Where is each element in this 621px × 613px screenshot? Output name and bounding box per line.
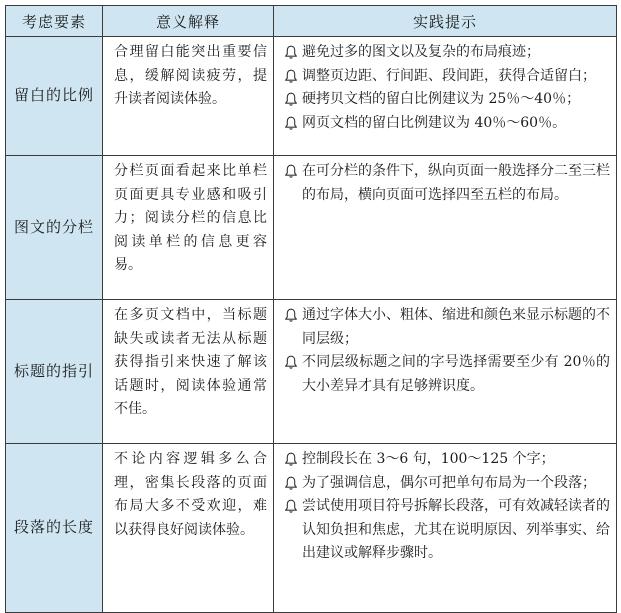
- factor-cell: 标题的指引: [6, 300, 103, 444]
- header-factor: 考虑要素: [6, 6, 103, 37]
- table-row: [6, 156, 617, 300]
- bell-icon: [284, 308, 298, 323]
- bell-icon: [284, 355, 298, 370]
- meaning-cell: 分栏页面看起来比单栏页面更具专业感和吸引力；阅读分栏的信息比阅读单栏的信息更容易。: [103, 156, 274, 300]
- factor-cell: 段落的长度: [6, 444, 103, 613]
- bell-icon: [284, 69, 298, 84]
- bell-icon: [284, 92, 298, 107]
- tip-text: 控制段长在 3～6 句，100～125 个字；: [302, 451, 555, 467]
- meaning-cell: 在多页文档中，当标题缺失或读者无法从标题获得指引来快速了解该话题时，阅读体验通常不佳。: [103, 300, 274, 444]
- table-row: [6, 444, 617, 613]
- meaning-cell: 不论内容逻辑多么合理，密集长段落的页面布局大多不受欢迎，难以获得良好阅读体验。: [103, 444, 274, 613]
- tip-item: [284, 351, 610, 398]
- header-row: [6, 6, 617, 37]
- guidelines-table-container: [5, 5, 616, 579]
- layout-guidelines-table: [5, 5, 617, 613]
- tips-cell: [274, 37, 617, 156]
- tip-item: [284, 88, 610, 112]
- tip-text: 避免过多的图文以及复杂的布局痕迹；: [302, 44, 540, 60]
- tip-text: 在可分栏的条件下，纵向页面一般选择分二至三栏的布局，横向页面可选择四至五栏的布局。: [302, 163, 610, 203]
- factor-cell: 图文的分栏: [6, 156, 103, 300]
- tip-text: 为了强调信息，偶尔可把单句布局为一个段落；: [302, 474, 596, 491]
- tip-text: 硬拷贝文档的留白比例建议为 25％～40％；: [302, 91, 581, 107]
- table-row: [6, 300, 617, 444]
- factor-cell: 留白的比例: [6, 37, 103, 156]
- tip-text: 尝试使用项目符号拆解长段落，可有效减轻读者的认知负担和焦虑，尤其在说明原因、列举事实、给出建议或解释步骤时。: [302, 498, 610, 561]
- tip-item: [284, 112, 610, 136]
- tip-text: 网页文档的留白比例建议为 40％～60％。: [302, 114, 567, 131]
- bell-icon: [284, 164, 298, 179]
- tip-item: [284, 472, 610, 496]
- tip-item: [284, 160, 610, 207]
- bell-icon: [284, 116, 298, 131]
- tips-cell: [274, 300, 617, 444]
- header-tips: 实践提示: [274, 6, 617, 37]
- tip-item: [284, 304, 610, 351]
- table-row: [6, 37, 617, 156]
- bell-icon: [284, 476, 298, 491]
- bell-icon: [284, 452, 298, 467]
- tip-item: [284, 41, 610, 65]
- tips-cell: [274, 444, 617, 613]
- tip-text: 调整页边距、行间距、段间距，获得合适留白；: [302, 67, 596, 84]
- tip-text: 不同层级标题之间的字号选择需要至少有 20％的大小差异才具有足够辨识度。: [302, 354, 610, 394]
- tip-text: 通过字体大小、粗体、缩进和颜色来显示标题的不同层级；: [302, 307, 610, 347]
- tip-item: [284, 65, 610, 89]
- tip-item: [284, 495, 610, 566]
- header-meaning: 意义解释: [103, 6, 274, 37]
- bell-icon: [284, 45, 298, 60]
- meaning-cell: 合理留白能突出重要信息，缓解阅读疲劳，提升读者阅读体验。: [103, 37, 274, 156]
- bell-icon: [284, 499, 298, 514]
- tips-cell: [274, 156, 617, 300]
- tip-item: [284, 448, 610, 472]
